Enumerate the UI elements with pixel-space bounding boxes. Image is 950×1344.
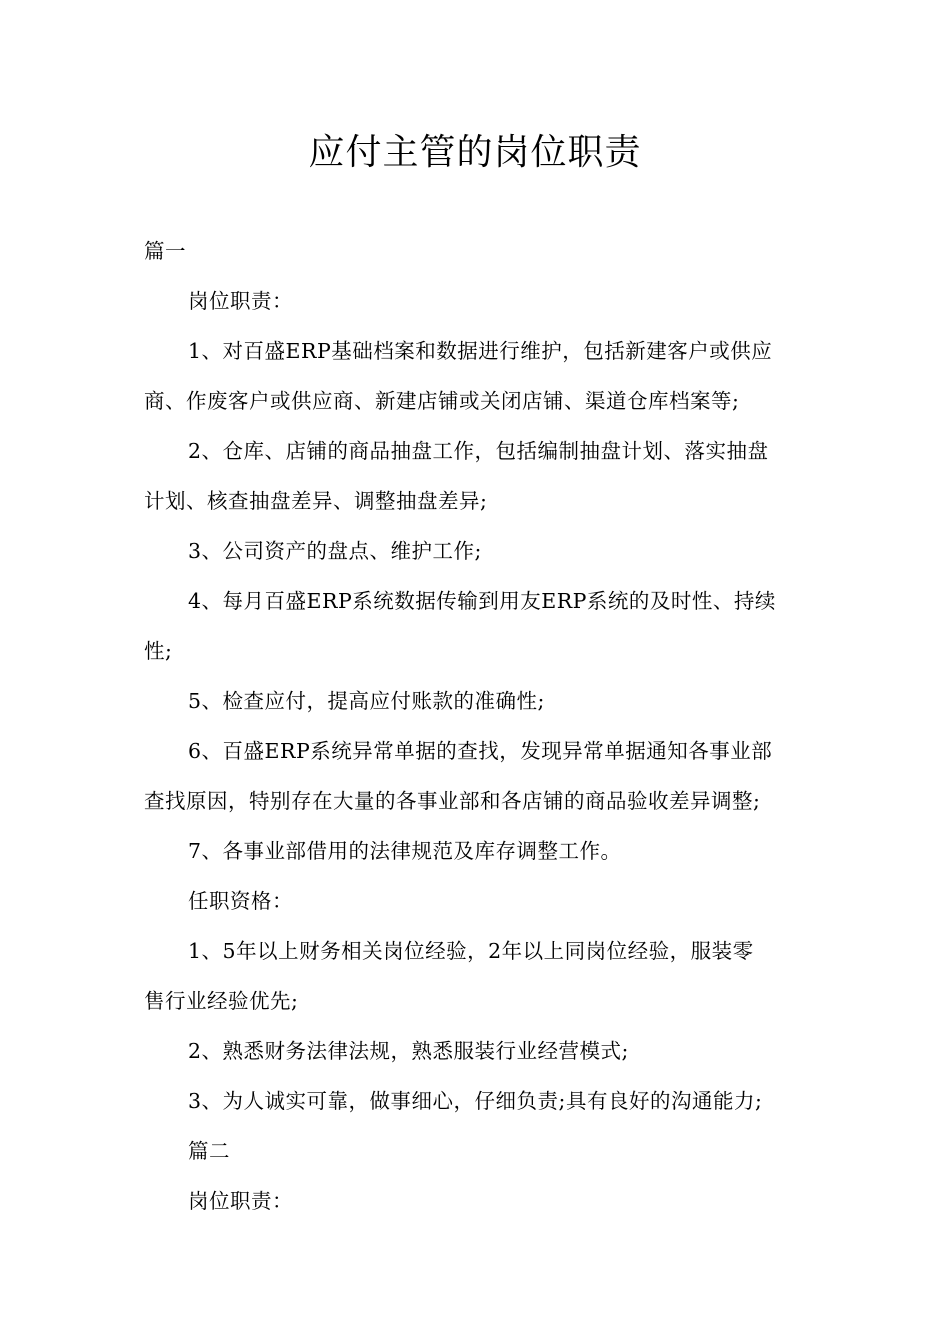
paragraph-line: 6、百盛ERP系统异常单据的查找，发现异常单据通知各事业部 (188, 739, 773, 763)
section-heading-part-two: 篇二 (188, 1139, 230, 1163)
paragraph-line: 查找原因，特别存在大量的各事业部和各店铺的商品验收差异调整; (144, 789, 761, 813)
subheading-qualifications: 任职资格： (188, 889, 293, 913)
paragraph-line: 计划、核查抽盘差异、调整抽盘差异; (144, 489, 488, 513)
subheading-job-duties: 岗位职责： (188, 289, 293, 313)
subheading-job-duties: 岗位职责： (188, 1189, 293, 1213)
paragraph-line: 1、对百盛ERP基础档案和数据进行维护，包括新建客户或供应 (188, 339, 773, 363)
paragraph-line: 1、5年以上财务相关岗位经验，2年以上同岗位经验，服装零 (188, 939, 754, 963)
paragraph-line: 商、作废客户或供应商、新建店铺或关闭店铺、渠道仓库档案等; (144, 389, 740, 413)
paragraph-line: 2、仓库、店铺的商品抽盘工作，包括编制抽盘计划、落实抽盘 (188, 439, 769, 463)
paragraph-line: 2、熟悉财务法律法规，熟悉服装行业经营模式; (188, 1039, 629, 1063)
paragraph-line: 性; (144, 639, 173, 663)
document-title: 应付主管的岗位职责 (308, 132, 642, 173)
paragraph-line: 4、每月百盛ERP系统数据传输到用友ERP系统的及时性、持续 (188, 589, 776, 613)
section-heading-part-one: 篇一 (144, 239, 186, 263)
paragraph-line: 3、公司资产的盘点、维护工作; (188, 539, 482, 563)
paragraph-line: 3、为人诚实可靠，做事细心，仔细负责;具有良好的沟通能力; (188, 1089, 763, 1113)
paragraph-line: 售行业经验优先; (144, 989, 299, 1013)
paragraph-line: 5、检查应付，提高应付账款的准确性; (188, 689, 545, 713)
paragraph-line: 7、各事业部借用的法律规范及库存调整工作。 (188, 839, 622, 863)
